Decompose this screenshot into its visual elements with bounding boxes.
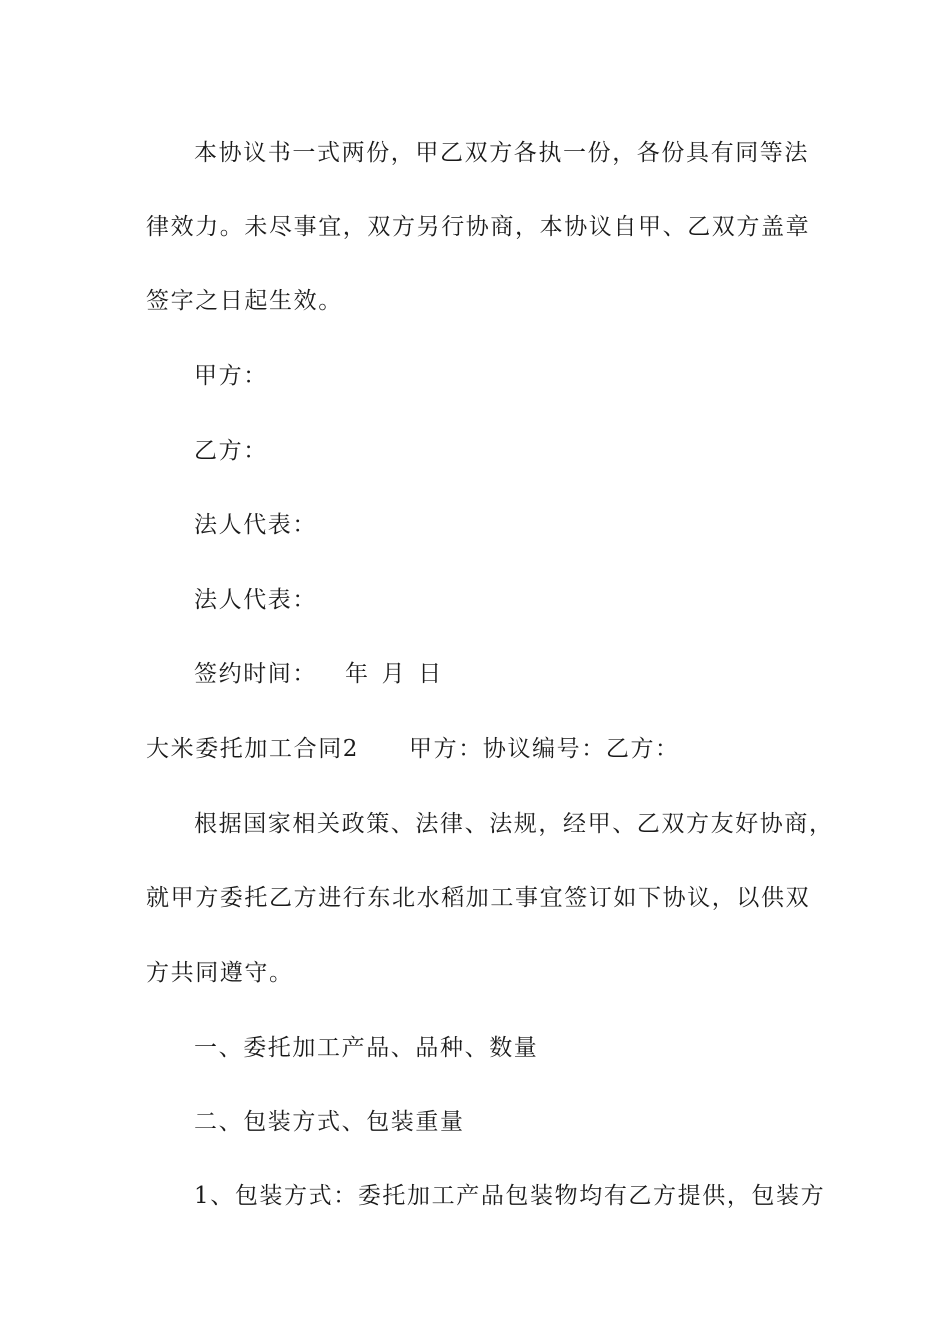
legal-representative-label: 法人代表：: [194, 587, 317, 613]
contract-title: 大米委托加工合同2: [146, 736, 360, 762]
paragraph-line: 方共同遵守。: [146, 960, 294, 986]
contract-heading-line: [146, 734, 680, 764]
section-heading: 一、委托加工产品、品种、数量: [194, 1035, 539, 1061]
paragraph-line: 律效力。未尽事宜，双方另行协商，本协议自甲、乙双方盖章: [146, 214, 811, 240]
paragraph-line: 本协议书一式两份，甲乙双方各执一份，各份具有同等法: [194, 140, 809, 166]
party-b-label: 乙方：: [194, 438, 268, 464]
date-month-label: 月: [381, 661, 407, 687]
section-heading: 二、包装方式、包装重量: [194, 1109, 465, 1135]
signing-date-label: 签约时间：: [194, 661, 317, 687]
paragraph-line: 就甲方委托乙方进行东北水稻加工事宜签订如下协议，以供双: [146, 885, 811, 911]
contract-parties: 甲方：协议编号：乙方：: [409, 736, 680, 762]
date-day-label: 日: [418, 661, 443, 687]
paragraph-line: 签字之日起生效。: [146, 288, 343, 314]
party-a-label: 甲方：: [194, 363, 268, 389]
date-year-label: 年: [345, 661, 370, 687]
legal-representative-label: 法人代表：: [194, 512, 317, 538]
paragraph-line: 1、包装方式：委托加工产品包装物均有乙方提供，包装方: [194, 1183, 826, 1209]
paragraph-line: 根据国家相关政策、法律、法规，经甲、乙双方友好协商，: [194, 811, 834, 837]
signing-date-line: [194, 659, 443, 689]
